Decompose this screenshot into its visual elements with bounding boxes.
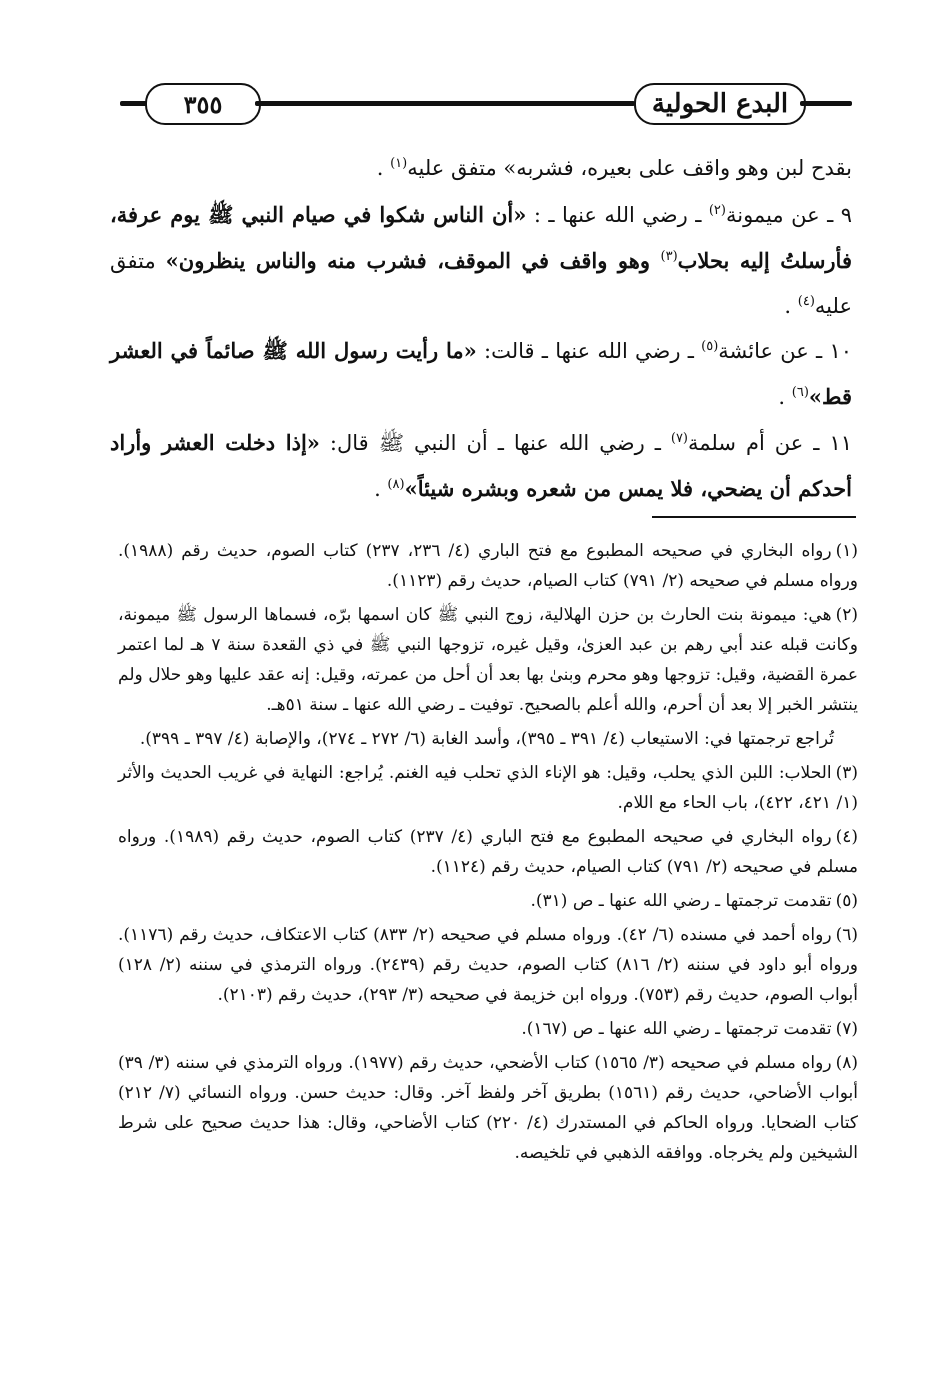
paragraph-text: ـ رضي الله عنها ـ قالت: bbox=[476, 339, 702, 363]
paragraph-10: ١٠ ـ عن عائشة$^{(٥)}$ ـ رضي الله عنها ـ قالت: «ما رأيت رسول الله ﷺ صائماً في العشر قط»$^{(٦)}$ . bbox=[110, 338, 852, 409]
footnote-ref: (٧) bbox=[670, 431, 688, 446]
paragraph-text: ـ رضي الله عنها ـ : bbox=[526, 203, 709, 227]
paragraph-11: ١١ ـ عن أم سلمة$^{(٧)}$ ـ رضي الله عنها ـ أن النبي ﷺ قال: «إذا دخلت العشر وأراد أحدكم أن يضحي، فلا يمس من شعره وبشره شيئاً»$^{(٨)}$ . bbox=[110, 430, 852, 501]
footnotes bbox=[118, 536, 858, 1172]
footnote-2-continuation bbox=[118, 724, 858, 754]
footnote-marker: (١) bbox=[835, 541, 858, 561]
paragraph-continuation: بقدح لبن وهو واقف على بعيره، فشربه» متفق عليه$^{(١)}$ . bbox=[376, 156, 852, 180]
footnote-text: تُراجع ترجمتها في: الاستيعاب (٤/ ٣٩١ ـ ٣٩٥)، وأسد الغابة (٦/ ٢٧٢ ـ ٢٧٤)، والإصابة (٤/ ٣٩٧ ـ ٣٩٩). bbox=[139, 729, 834, 749]
footnote-text: تقدمت ترجمتها ـ رضي الله عنها ـ ص (٣١). bbox=[530, 891, 832, 911]
footnote-ref: (٥) bbox=[701, 339, 719, 354]
footnote-1 bbox=[118, 536, 858, 596]
footnote-ref: (٤) bbox=[797, 294, 815, 309]
footnote-marker: (٣) bbox=[835, 763, 858, 783]
footnote-3 bbox=[118, 758, 858, 818]
footnote-8 bbox=[118, 1048, 858, 1168]
footnote-ref: (٣) bbox=[660, 249, 678, 264]
footnote-marker: (٤) bbox=[835, 827, 859, 847]
footnote-marker: (٢) bbox=[835, 605, 858, 625]
paragraph-number: ١١ ـ عن أم سلمة bbox=[688, 431, 852, 455]
footnote-text: رواه البخاري في صحيحه المطبوع مع فتح الباري (٤/ ٢٣٧) كتاب الصوم، حديث رقم (١٩٨٩). ورواه مسلم في صحيحه (٢/ ٧٩١) كتاب الصيام، حديث رقم (١١٢٤). bbox=[118, 827, 858, 877]
hadith-quote: «إذا دخلت العشر وأراد أحدكم أن يضحي، فلا يمس من شعره وبشره شيئاً» bbox=[110, 430, 852, 501]
footnote-ref: (١) bbox=[390, 156, 408, 171]
footnote-ref: (٨) bbox=[387, 477, 405, 492]
footnote-ref: (٦) bbox=[791, 385, 809, 400]
footnote-6 bbox=[118, 920, 858, 1010]
footnote-text: هي: ميمونة بنت الحارث بن حزن الهلالية، زوج النبي ﷺ كان اسمها برّه، فسماها الرسول ﷺ ميمونة، وكانت قبله عند أبي رهم بن عبد العزىٰ، وقيل غيره، تزوجها النبي ﷺ في ذي القعدة سنة ٧ هـ لما اعتمر عمرة القضية، وقيل: تزوجها وهو محرم وبنىٰ بها بعد أن أحل من عمرته، وقيل: إنه عقد عليها وهو حلال ولم ينتشر الخبر إلا بعد أن أحرم، والله أعلم بالصحيح. توفيت ـ رضي الله عنها ـ سنة ٥١هـ. bbox=[118, 605, 858, 715]
paragraph-number: ٩ ـ عن ميمونة bbox=[725, 203, 852, 227]
footnote-marker: (٥) bbox=[835, 891, 858, 911]
footnote-text: رواه مسلم في صحيحه (٣/ ١٥٦٥) كتاب الأضحي، حديث رقم (١٩٧٧). ورواه الترمذي في سننه (٣/ ٣٩) أبواب الأضاحي، حديث رقم (١٥٦١) بطريق آخر ولفظ آخر. وقال: حديث حسن. ورواه النسائي (٧/ ٢١٢) كتاب الضحايا. ورواه الحاكم في المستدرك (٤/ ٢٢٠) كتاب الأضاحي، وقال: هذا حديث صحيح على شرط الشيخين ولم يخرجاه. ووافقه الذهبي في تلخيصه. bbox=[118, 1053, 858, 1163]
paragraph-text: بقدح لبن وهو واقف على بعيره، فشربه» متفق عليه bbox=[407, 156, 852, 180]
footnote-text: رواه البخاري في صحيحه المطبوع مع فتح الباري (٤/ ٢٣٦، ٢٣٧) كتاب الصوم، حديث رقم (١٩٨٨). ورواه مسلم في صحيحه (٢/ ٧٩١) كتاب الصيام، حديث رقم (١١٢٣). bbox=[118, 541, 858, 591]
footnote-marker: (٨) bbox=[835, 1053, 858, 1073]
paragraph-number: ١٠ ـ عن عائشة bbox=[718, 339, 852, 363]
paragraph-text: ـ رضي الله عنها ـ أن النبي ﷺ قال: bbox=[319, 431, 671, 455]
header-rule-middle bbox=[255, 101, 635, 106]
footnote-marker: (٧) bbox=[835, 1019, 858, 1039]
footnote-text: تقدمت ترجمتها ـ رضي الله عنها ـ ص (١٦٧). bbox=[521, 1019, 832, 1039]
footnote-text: الحلاب: اللبن الذي يحلب، وقيل: هو الإناء الذي تحلب فيه الغنم. يُراجع: النهاية في غريب الحديث والأثر (١/ ٤٢١، ٤٢٢)، باب الحاء مع اللام. bbox=[118, 763, 858, 813]
hadith-quote: وهو واقف في الموقف، فشرب منه والناس ينظرون» bbox=[165, 248, 661, 273]
header-rule-right bbox=[800, 101, 852, 106]
hadith-quote: «ما رأيت رسول الله ﷺ صائماً في العشر قط» bbox=[110, 338, 852, 409]
paragraph-9: ٩ ـ عن ميمونة$^{(٢)}$ ـ رضي الله عنها ـ : «أن الناس شكوا في صيام النبي ﷺ يوم عرفة، فأرسلتُ إليه بحلاب$^{(٣)}$ وهو واقف في الموقف، فشرب منه والناس ينظرون» متفق عليه$^{(٤)}$ . bbox=[110, 202, 852, 318]
running-title: البدع الحولية bbox=[634, 83, 806, 125]
hadith-quote: «أن الناس شكوا في صيام النبي ﷺ يوم عرفة، فأرسلتُ إليه بحلاب bbox=[110, 202, 852, 273]
footnote-7 bbox=[118, 1014, 858, 1044]
footnote-divider bbox=[652, 516, 856, 518]
footnote-4 bbox=[118, 822, 858, 882]
paragraph-text: متفق عليه bbox=[110, 249, 852, 318]
page-header bbox=[0, 78, 946, 128]
footnote-2 bbox=[118, 600, 858, 720]
footnote-5 bbox=[118, 886, 858, 916]
page-number: ٣٥٥ bbox=[145, 83, 261, 125]
footnote-text: رواه أحمد في مسنده (٦/ ٤٢). ورواه مسلم في صحيحه (٢/ ٨٣٣) كتاب الاعتكاف، حديث رقم (١١٧٦). ورواه أبو داود في سننه (٢/ ٨١٦) كتاب الصوم، حديث رقم (٢٤٣٩). ورواه الترمذي في سننه (٢/ ١٢٨) أبواب الصوم، حديث رقم (٧٥٣). ورواه ابن خزيمة في صحيحه (٣/ ٢٩٣)، حديث رقم (٢١٠٣). bbox=[118, 925, 859, 1005]
footnote-ref: (٢) bbox=[708, 203, 726, 218]
footnote-marker: (٦) bbox=[835, 925, 858, 945]
